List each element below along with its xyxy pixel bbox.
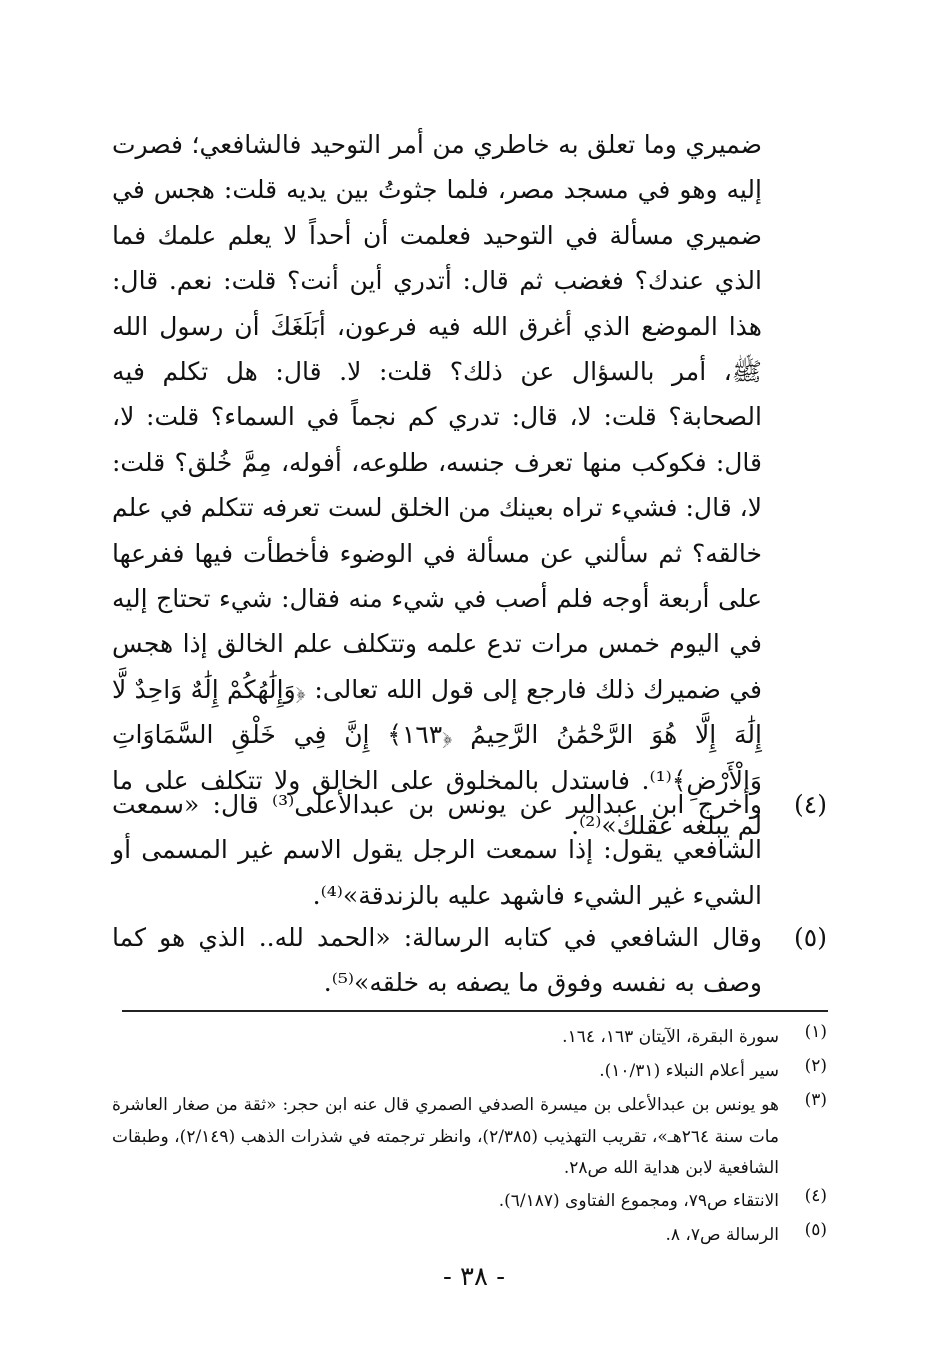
paragraph-text: وقال الشافعي في كتابه الرسالة: «الحمد لله.. الذي هو كما وصف به نفسه وفوق ما يصفه به خلقه»⁽⁵⁾.	[112, 923, 762, 998]
main-paragraph: ضميري وما تعلق به خاطري من أمر التوحيد فالشافعي؛ فصرت إليه وهو في مسجد مصر، فلما جثوتُ بين يديه قلت: هجس في ضميري مسألة في التوحيد فعلمت أن أحداً لا يعلم علمك فما الذي عندك؟ فغضب ثم قال: أتدري أين أنت؟ قلت: نعم. قال: هذا الموضع الذي أغرق الله فيه فرعون، أبَلَغَكَ أن رسول الله ﷺ، أمر بالسؤال عن ذلك؟ قلت: لا. قال: هل تكلم فيه الصحابة؟ قلت: لا، قال: تدري كم نجماً في السماء؟ قلت: لا، قال: فكوكب منها تعرف جنسه، طلوعه، أفوله، مِمَّ خُلق؟ قلت: لا، قال: فشيء تراه بعينك من الخلق لست تعرفه تتكلم في علم خالقه؟ ثم سألني عن مسألة في الوضوء فأخطأت فيها ففرعها على أربعة أوجه فلم أصب في شيء منه فقال: شيء تحتاج إليه في اليوم خمس مرات تدع علمه وتتكلف علم الخالق إذا هجس في ضميرك ذلك فارجع إلى قول الله تعالى: ﴿وَإِلَٰهُكُمْ إِلَٰهٌ وَاحِدٌ لَّا إِلَٰهَ إِلَّا هُوَ الرَّحْمَٰنُ الرَّحِيمُ ﴿١٦٣﴾ إِنَّ فِي خَلْقِ السَّمَاوَاتِ وَالْأَرْضِ﴾⁽¹⁾. فاستدل بالمخلوق على الخالق ولا تتكلف على ما لم يبلغه عقلك»⁽²⁾.	[112, 130, 762, 841]
footnote-item	[112, 1090, 827, 1186]
footnote-text: سورة البقرة، الآيتان ١٦٣، ١٦٤.	[562, 1027, 779, 1047]
footnote-number: (٤)	[804, 1186, 827, 1206]
footnote-number: (٣)	[804, 1090, 827, 1110]
footnote-item	[112, 1022, 827, 1056]
footnote-number: (٥)	[804, 1220, 827, 1240]
paragraph-number: (٤)	[794, 790, 827, 819]
footnote-item	[112, 1056, 827, 1090]
paragraph-text: وأخرج ابن عبدالبر عن يونس بن عبدالأعلى⁽³⁾ قال: «سمعت الشافعي يقول: إذا سمعت الرجل يقول الاسم غير المسمى أو الشيء غير الشيء فاشهد عليه بالزندقة»⁽⁴⁾.	[112, 790, 762, 910]
footnote-number: (٢)	[804, 1056, 827, 1076]
numbered-paragraph-4	[112, 782, 827, 922]
footnote-separator	[122, 1010, 828, 1012]
footnotes-section	[112, 1022, 827, 1254]
footnote-text: الرسالة ص٧، ٨.	[665, 1225, 779, 1245]
main-paragraph-block	[112, 122, 762, 849]
footnote-text: الانتقاء ص٧٩، ومجموع الفتاوى (٦/١٨٧).	[498, 1191, 779, 1211]
page-number: - ٣٨ -	[442, 1262, 506, 1292]
paragraph-number: (٥)	[794, 923, 827, 952]
footnote-text: هو يونس بن عبدالأعلى بن ميسرة الصدفي الصمري قال عنه ابن حجر: «ثقة من صغار العاشرة مات سنة ٢٦٤هـ»، تقريب التهذيب (٢/٣٨٥)، وانظر ترجمته في شذرات الذهب (٢/١٤٩)، وطبقات الشافعية لابن هداية الله ص٢٨.	[112, 1095, 779, 1178]
footnote-item	[112, 1186, 827, 1220]
footnote-number: (١)	[804, 1022, 827, 1042]
numbered-paragraph-5	[112, 915, 827, 1010]
footnote-item	[112, 1220, 827, 1254]
footnote-text: سير أعلام النبلاء (١٠/٣١).	[599, 1061, 779, 1081]
